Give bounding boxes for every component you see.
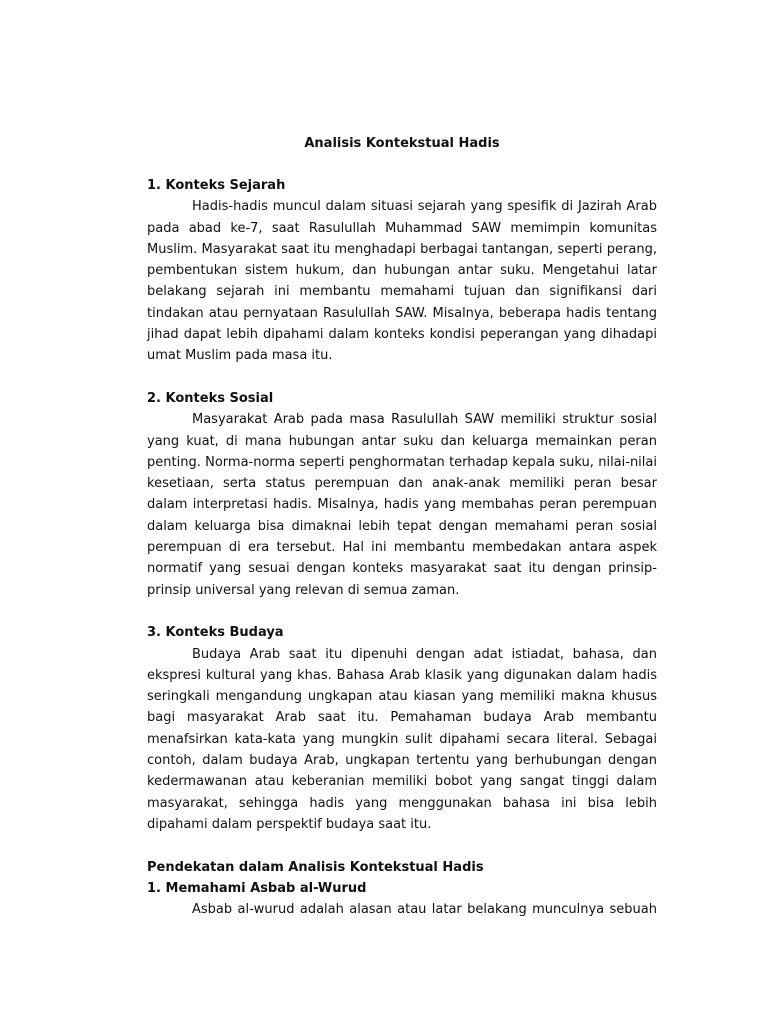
spacer bbox=[147, 835, 657, 856]
spacer bbox=[147, 601, 657, 622]
document-title: Analisis Kontekstual Hadis bbox=[304, 136, 500, 151]
section-heading-sejarah: 1. Konteks Sejarah bbox=[147, 178, 286, 193]
section-heading-sosial: 2. Konteks Sosial bbox=[147, 390, 274, 406]
section-paragraph-sejarah: Hadis-hadis muncul dalam situasi sejarah yang spesifik di Jazirah Arab pada abad ke-7, saat Rasulullah Muhammad SAW memimpin komunitas Muslim. Masyarakat saat itu menghadapi berbagai tantangan, seperti perang, pembentukan sistem hukum, dan hubungan antar suku. Mengetahui latar belakang sejarah ini membantu memahami tujuan dan signifikansi dari tindakan atau pernyataan Rasulullah SAW. Misalnya, beberapa hadis tentang jihad dapat lebih dipahami dalam konteks kondisi peperangan yang dihadapi umat Muslim pada masa itu. bbox=[147, 199, 657, 364]
document-page bbox=[147, 132, 657, 920]
approach-subheading: 1. Memahami Asbab al-Wurud bbox=[147, 880, 367, 896]
spacer bbox=[147, 367, 657, 388]
section-paragraph-budaya: Budaya Arab saat itu dipenuhi dengan adat istiadat, bahasa, dan ekspresi kultural yang khas. Bahasa Arab klasik yang digunakan dalam hadis seringkali mengandung ungkapan atau kiasan yang memiliki makna khusus bagi masyarakat Arab saat itu. Pemahaman budaya Arab membantu menafsirkan kata-kata yang mungkin sulit dipahami secara literal. Sebagai contoh, dalam budaya Arab, ungkapan tertentu yang berhubungan dengan kedermawanan atau keberanian memiliki bobot yang sangat tinggi dalam masyarakat, sehingga hadis yang menggunakan bahasa ini bisa lebih dipahami dalam perspektif budaya saat itu. bbox=[147, 646, 657, 832]
section-heading-budaya: 3. Konteks Budaya bbox=[147, 625, 284, 641]
approach-paragraph: Asbab al-wurud adalah alasan atau latar belakang munculnya sebuah bbox=[192, 902, 657, 918]
spacer bbox=[147, 156, 657, 175]
section-paragraph-sosial: Masyarakat Arab pada masa Rasulullah SAW memiliki struktur sosial yang kuat, di mana hubungan antar suku dan keluarga memainkan peran penting. Norma-norma seperti penghormatan terhadap kepala suku, nilai-nilai kesetiaan, serta status perempuan dan anak-anak memiliki peran besar dalam interpretasi hadis. Misalnya, hadis yang membahas peran perempuan dalam keluarga bisa dimaknai lebih tepat dengan memahami peran sosial perempuan di era tersebut. Hal ini membantu membedakan antara aspek normatif yang sesuai dengan konteks masyarakat saat itu dengan prinsip-prinsip universal yang relevan di semua zaman. bbox=[147, 412, 657, 598]
approach-heading: Pendekatan dalam Analisis Kontekstual Hadis bbox=[147, 859, 484, 875]
